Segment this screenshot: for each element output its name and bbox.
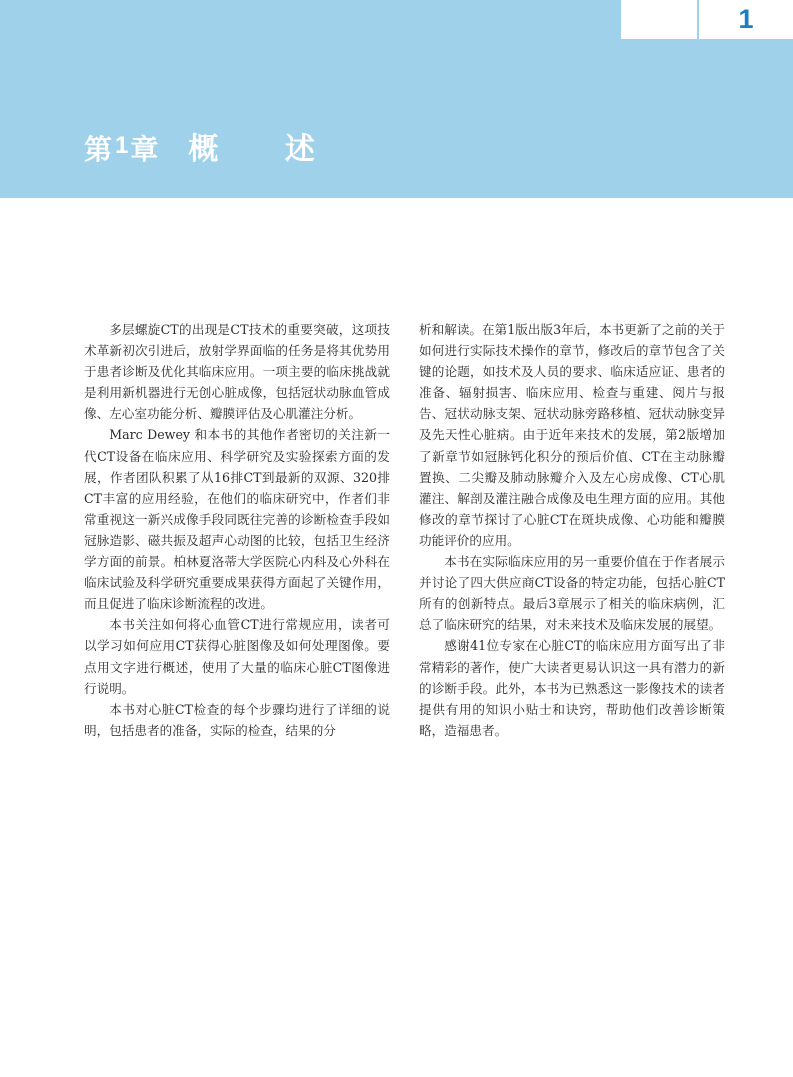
paragraph: 本书在实际临床应用的另一重要价值在于作者展示并讨论了四大供应商CT设备的特定功能，包括心脏CT所有的创新特点。最后3章展示了相关的临床病例，汇总了临床研究的结果，对未来技术及临床发展的展望。 <box>419 554 725 633</box>
paragraph: Marc Dewey 和本书的其他作者密切的关注新一代CT设备在临床应用、科学研究及实验探索方面的发展，作者团队积累了从16排CT到最新的双源、320排CT丰富的应用经验，在他们的临床研究中，作者们非常重视这一新兴成像手段同既往完善的诊断检查手段如冠脉造影、磁共振及超声心动图的比较，包括卫生经济学方面的前景。柏林夏洛蒂大学医院心内科及心外科在临床试验及科学研究重要成果获得方面起了关键作用，而且促进了临床诊断流程的改进。 <box>84 427 390 612</box>
paragraph: 本书关注如何将心血管CT进行常规应用，读者可以学习如何应用CT获得心脏图像及如何处理图像。要点用文字进行概述，使用了大量的临床心脏CT图像进行说明。 <box>84 617 390 696</box>
chapter-title: 概 述 <box>188 132 343 167</box>
right-text-column <box>419 319 725 741</box>
paragraph: 析和解读。在第1版出版3年后，本书更新了之前的关于如何进行实际技术操作的章节，修改后的章节包含了关键的论题，如技术及人员的要求、临床适应证、患者的准备、辐射损害、临床应用、检查与重建、阅片与报告、冠状动脉支架、冠状动脉旁路移植、冠状动脉变异及先天性心脏病。由于近年来技术的发展，第2版增加了新章节如冠脉钙化积分的预后价值、CT在主动脉瓣置换、二尖瓣及肺动脉瓣介入及左心房成像、CT心肌灌注、解剖及灌注融合成像及电生理方面的应用。其他修改的章节探讨了心脏CT在斑块成像、心功能和瓣膜功能评价的应用。 <box>419 322 725 548</box>
chapter-number: 1 <box>115 132 129 159</box>
chapter-heading <box>84 124 343 174</box>
left-text-column <box>84 319 390 741</box>
paragraph: 多层螺旋CT的出现是CT技术的重要突破，这项技术革新初次引进后，放射学界面临的任务是将其优势用于患者诊断及优化其临床应用。一项主要的临床挑战就是利用新机器进行无创心脏成像，包括冠状动脉血管成像、左心室功能分析、瓣膜评估及心肌灌注分析。 <box>84 322 390 422</box>
chapter-suffix: 章 <box>130 133 159 166</box>
paragraph: 感谢41位专家在心脏CT的临床应用方面写出了非常精彩的著作，使广大读者更易认识这一具有潜力的新的诊断手段。此外，本书为已熟悉这一影像技术的读者提供有用的知识小贴士和诀窍，帮助他们改善诊断策略，造福患者。 <box>419 638 725 738</box>
chapter-prefix: 第 <box>84 133 114 166</box>
page-number: 1 <box>738 4 754 34</box>
paragraph: 本书对心脏CT检查的每个步骤均进行了详细的说明，包括患者的准备，实际的检查，结果的分 <box>84 701 390 738</box>
